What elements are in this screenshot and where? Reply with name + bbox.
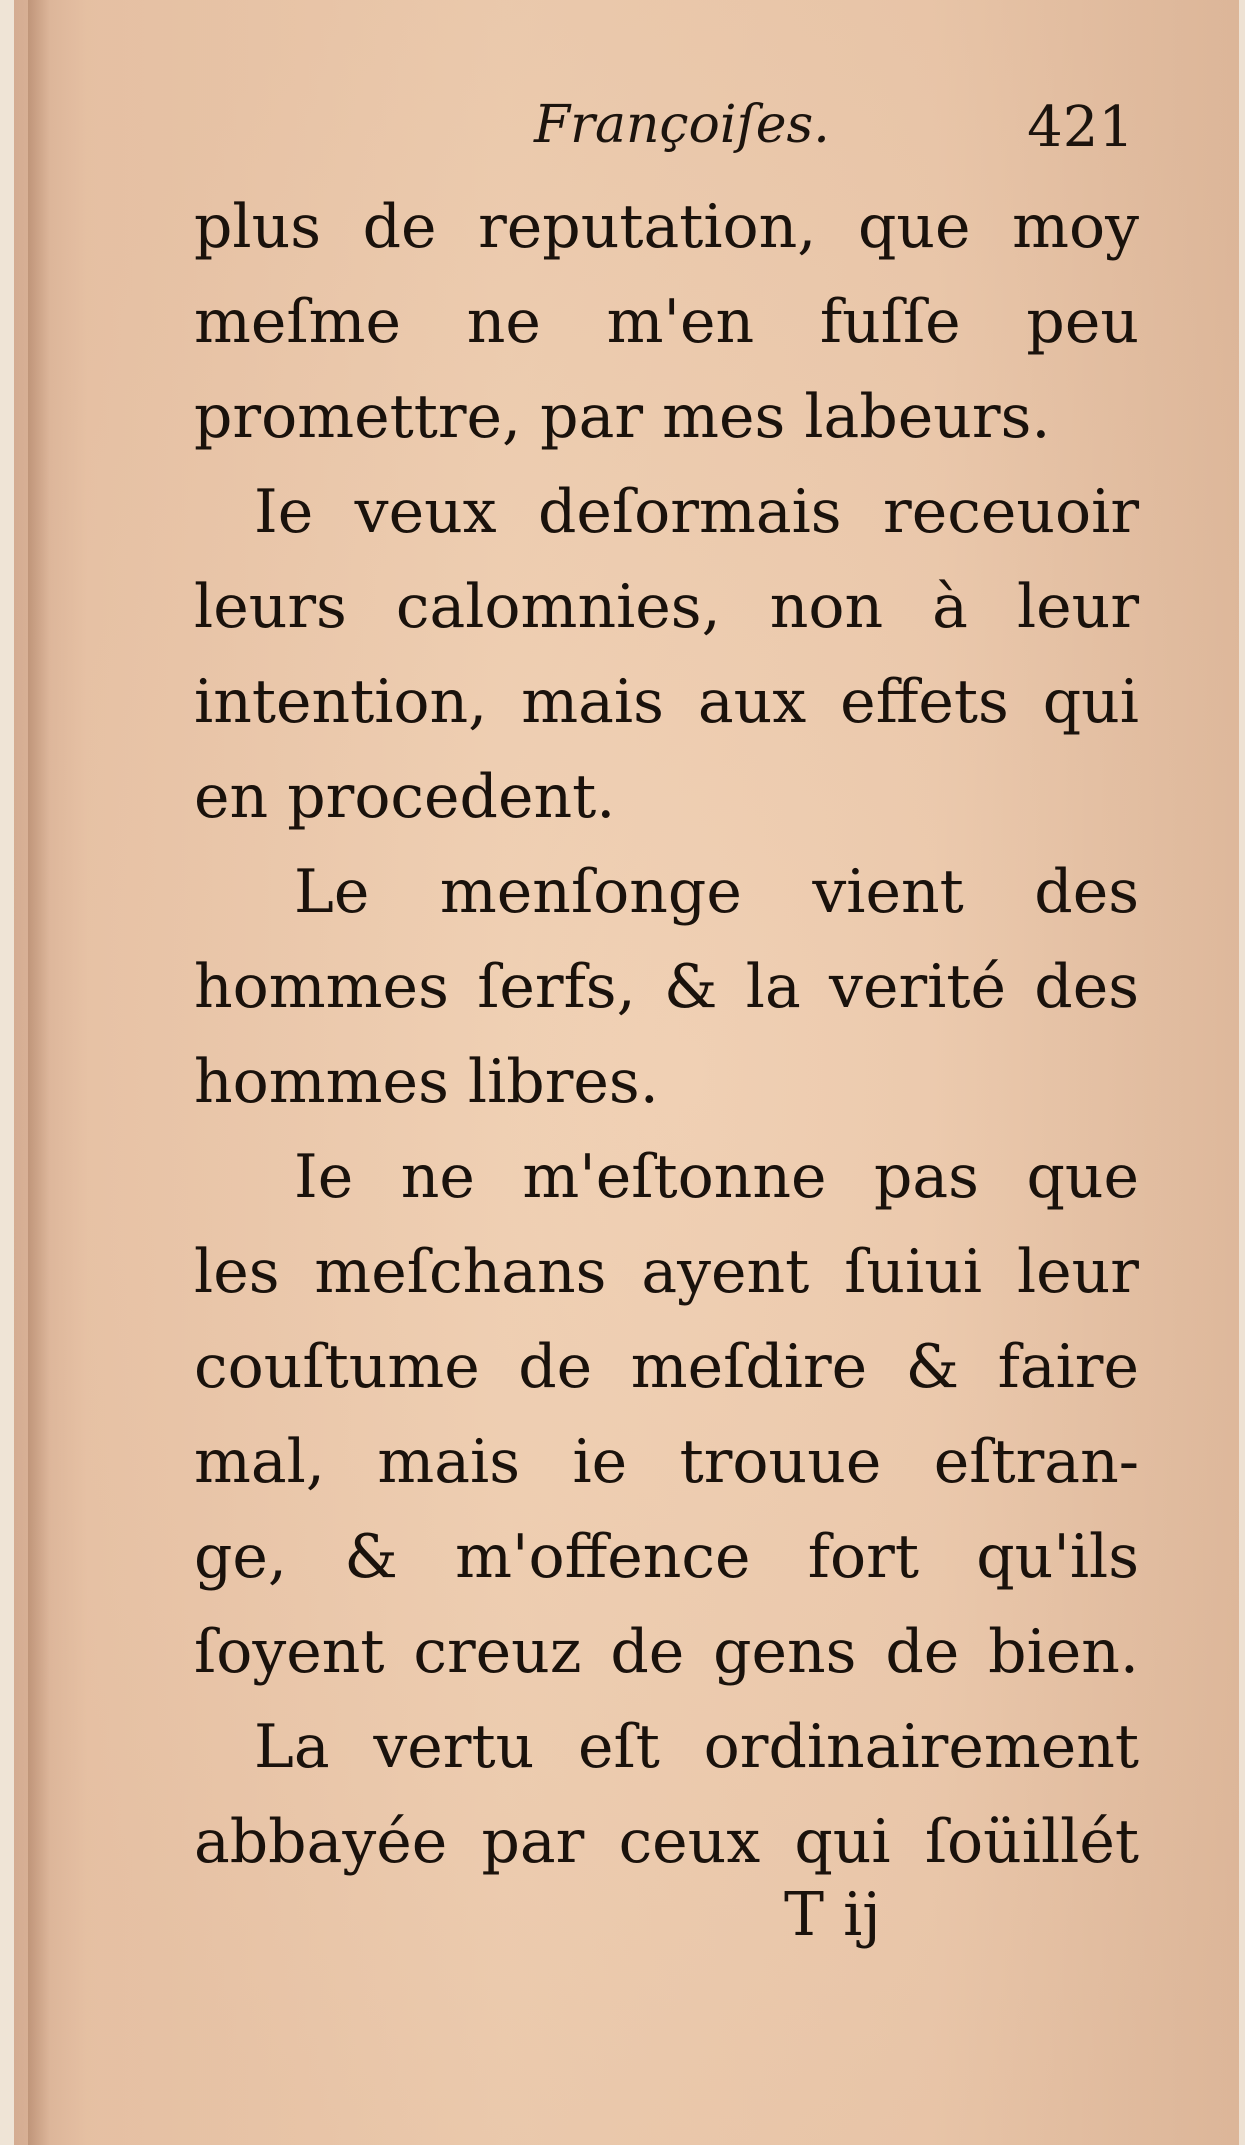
text-line: couſtume de meſdire & faire: [194, 1332, 1139, 1402]
text-line: Ie veux deſormais receuoir: [254, 477, 1139, 547]
running-head: [514, 95, 1134, 185]
text-line: abbayée par ceux qui ſoüillét: [194, 1807, 1139, 1877]
text-line: en procedent.: [194, 762, 616, 832]
body-text: [194, 180, 1139, 1890]
text-line: leurs calomnies, non à leur: [194, 572, 1139, 642]
running-head-title: Françoiſes.: [534, 95, 830, 155]
text-line: Ie ne m'eſtonne pas que: [294, 1142, 1139, 1212]
page-gutter-shadow: [28, 0, 50, 2145]
text-line: ge, & m'offence fort qu'ils: [194, 1522, 1139, 1592]
page-number: 421: [1027, 95, 1134, 160]
text-line: promettre, par mes labeurs.: [194, 382, 1051, 452]
text-line: hommes libres.: [194, 1047, 659, 1117]
text-line: mal, mais ie trouue eſtran-: [194, 1427, 1139, 1497]
text-line: meſme ne m'en fuſſe peu: [194, 287, 1139, 357]
text-line: La vertu eſt ordinairement: [254, 1712, 1139, 1782]
text-line: plus de reputation, que moy: [194, 192, 1139, 262]
text-line: ſoyent creuz de gens de bien.: [194, 1617, 1139, 1687]
text-line: intention, mais aux effets qui: [194, 667, 1139, 737]
signature-mark: T ij: [784, 1880, 881, 1950]
text-line: les meſchans ayent ſuiui leur: [194, 1237, 1139, 1307]
text-line: Le menſonge vient des: [294, 857, 1139, 927]
text-line: hommes ſerfs, & la verité des: [194, 952, 1139, 1022]
